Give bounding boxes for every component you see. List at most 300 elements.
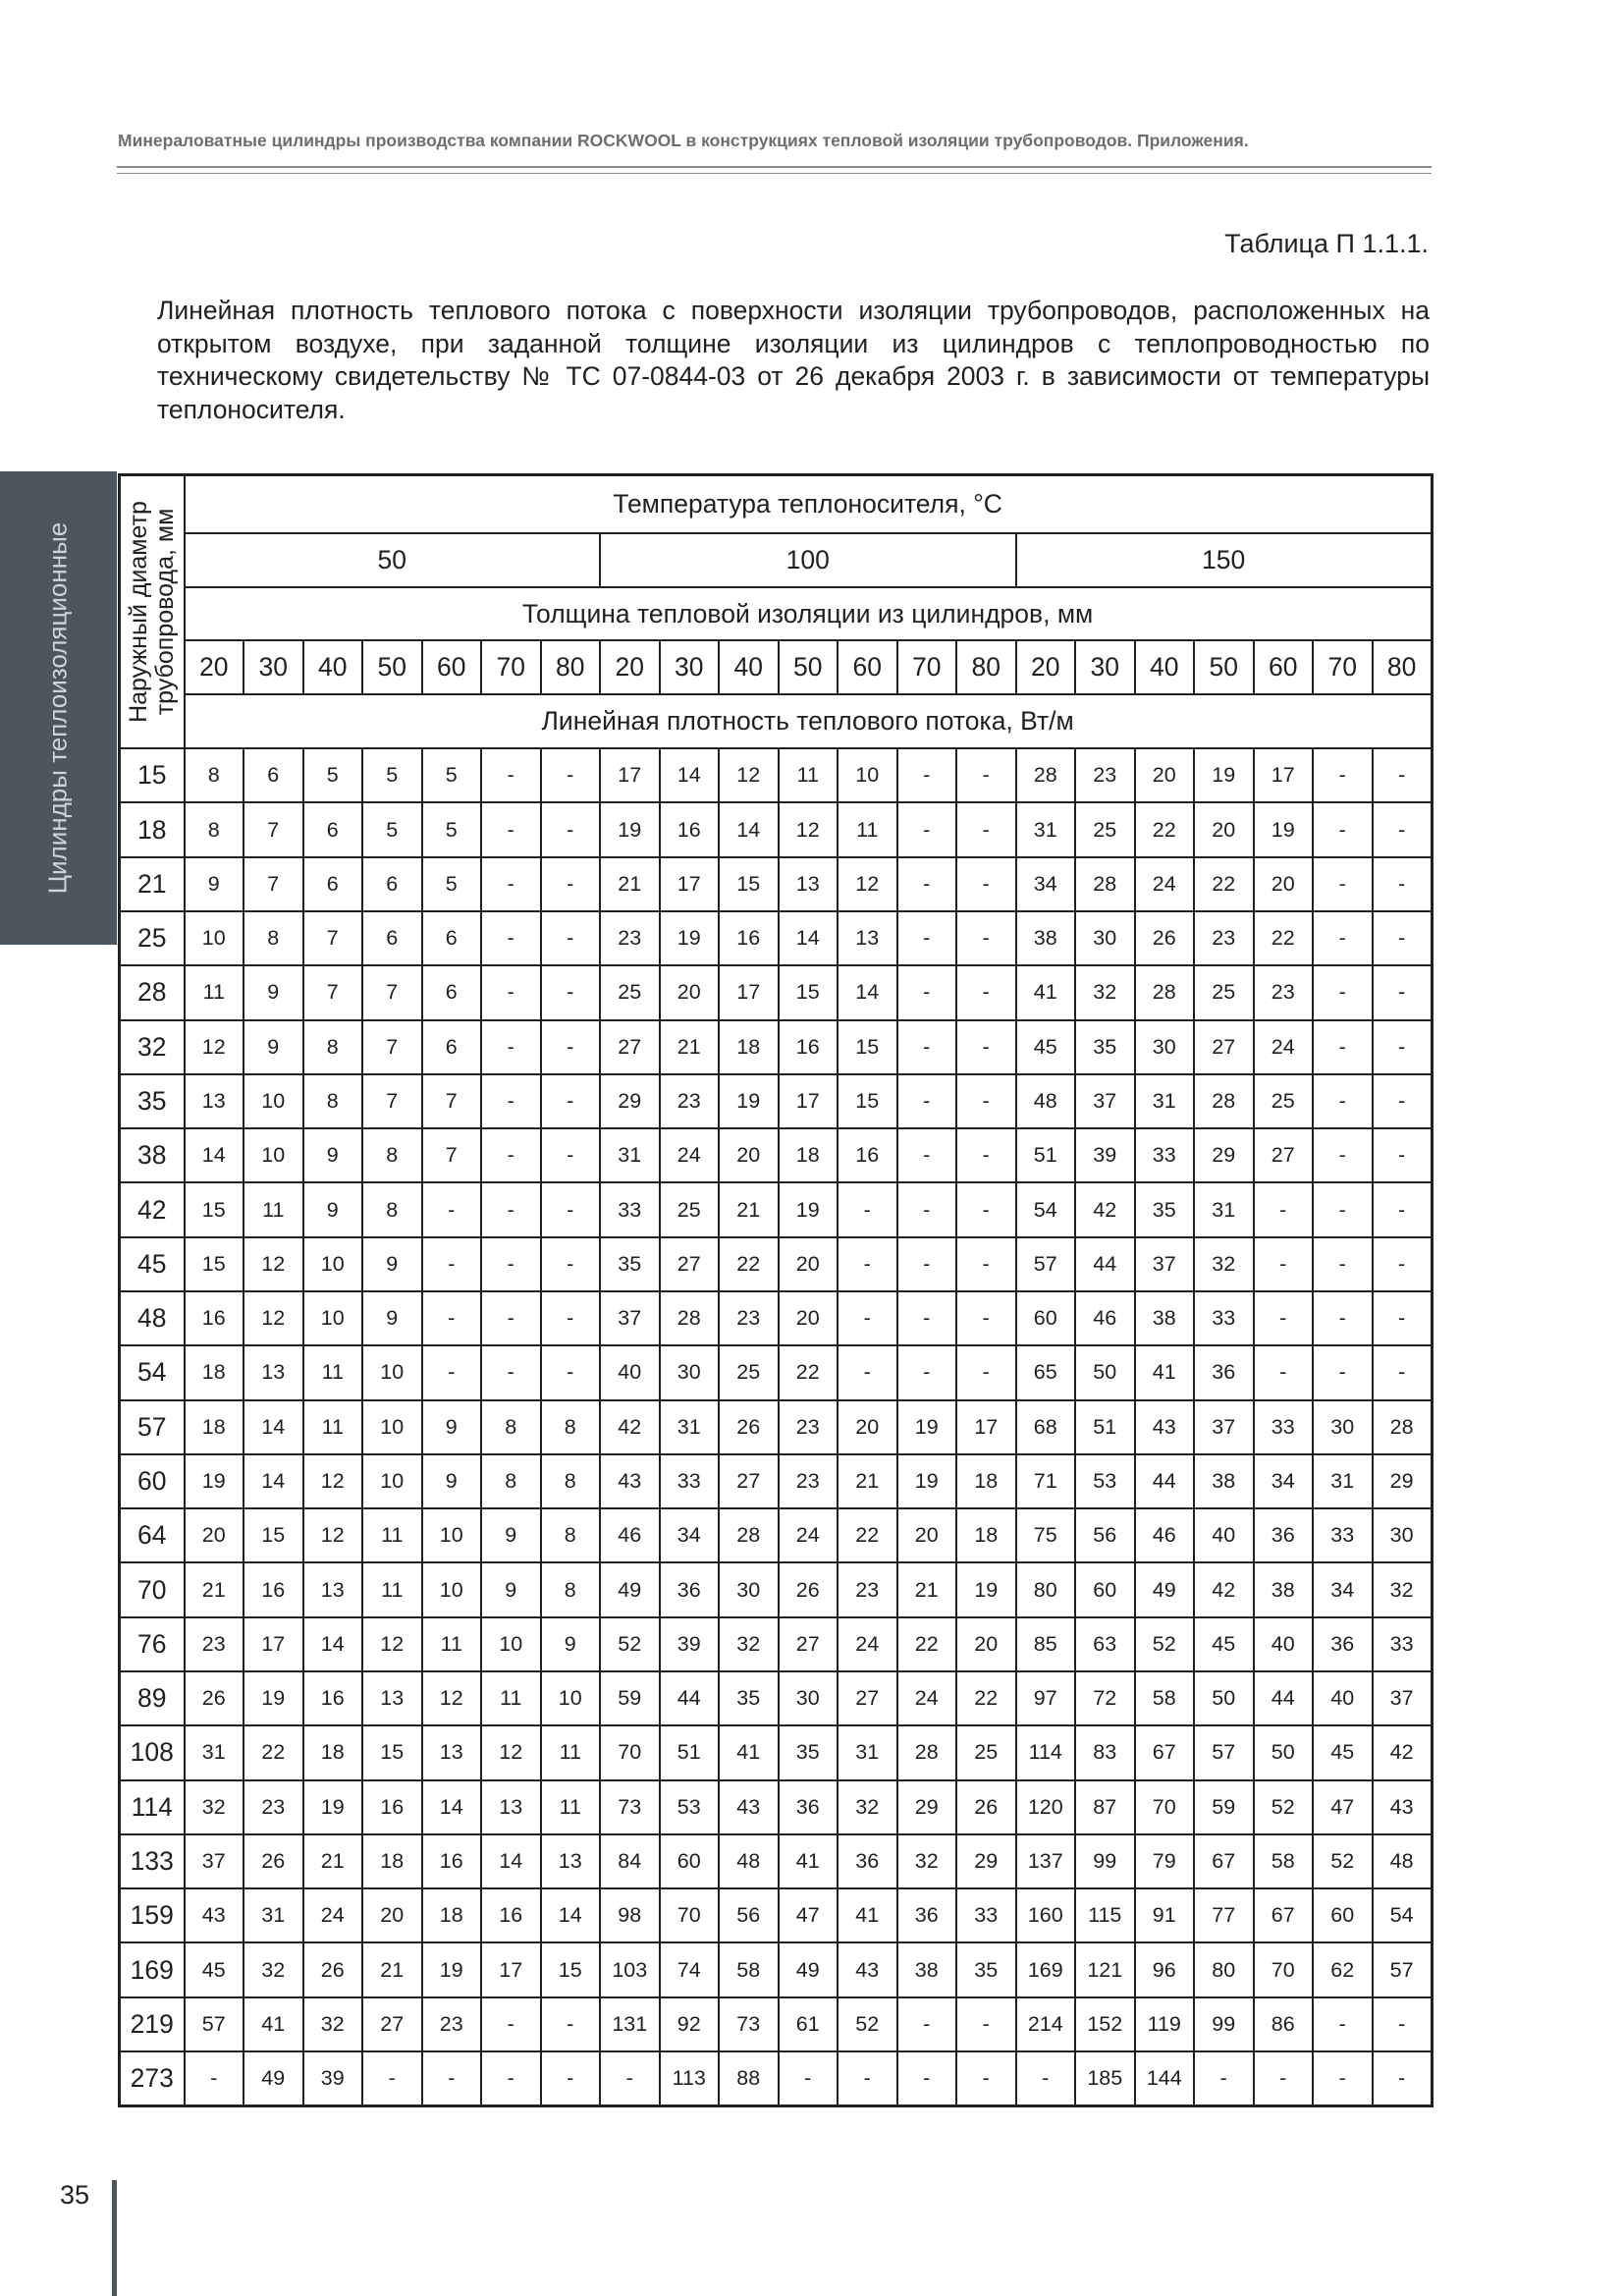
value-cell: - bbox=[541, 911, 601, 965]
value-cell: 33 bbox=[1194, 1291, 1254, 1345]
value-cell: 46 bbox=[600, 1508, 660, 1562]
value-cell: 16 bbox=[779, 1020, 839, 1074]
value-cell: 160 bbox=[1016, 1888, 1076, 1942]
diameter-cell: 114 bbox=[120, 1780, 185, 1834]
value-cell: 31 bbox=[1313, 1454, 1373, 1508]
value-cell: - bbox=[1373, 1020, 1433, 1074]
value-cell: 17 bbox=[481, 1942, 541, 1996]
value-cell: 98 bbox=[600, 1888, 660, 1942]
value-cell: 11 bbox=[243, 1182, 303, 1236]
diameter-header-line-2: трубопровода, мм bbox=[150, 508, 179, 716]
value-cell: 37 bbox=[1135, 1237, 1195, 1291]
value-cell: 59 bbox=[600, 1671, 660, 1725]
value-cell: 83 bbox=[1075, 1725, 1135, 1779]
table-row bbox=[120, 1074, 1433, 1128]
value-cell: 70 bbox=[1135, 1780, 1195, 1834]
value-cell: 9 bbox=[362, 1237, 422, 1291]
value-cell: 14 bbox=[660, 748, 720, 802]
value-cell: 19 bbox=[956, 1562, 1016, 1616]
value-cell: 152 bbox=[1075, 1997, 1135, 2051]
value-cell: 20 bbox=[956, 1617, 1016, 1671]
value-cell: - bbox=[1373, 748, 1433, 802]
value-cell: 16 bbox=[719, 911, 779, 965]
value-cell: - bbox=[897, 748, 957, 802]
value-cell: 36 bbox=[660, 1562, 720, 1616]
value-cell: 119 bbox=[1135, 1997, 1195, 2051]
value-cell: 23 bbox=[185, 1617, 244, 1671]
value-cell: 19 bbox=[779, 1182, 839, 1236]
value-cell: 34 bbox=[1016, 857, 1076, 911]
value-cell: 56 bbox=[1075, 1508, 1135, 1562]
value-cell: 18 bbox=[422, 1888, 482, 1942]
value-cell: 70 bbox=[660, 1888, 720, 1942]
value-cell: 14 bbox=[779, 911, 839, 965]
value-cell: 31 bbox=[185, 1725, 244, 1779]
value-cell: 65 bbox=[1016, 1345, 1076, 1399]
value-cell: 45 bbox=[185, 1942, 244, 1996]
value-cell: 51 bbox=[1016, 1128, 1076, 1182]
value-cell: 32 bbox=[303, 1997, 363, 2051]
value-cell: 8 bbox=[481, 1454, 541, 1508]
value-cell: 6 bbox=[422, 965, 482, 1019]
thickness-header-cell: 40 bbox=[719, 640, 779, 694]
value-cell: 20 bbox=[185, 1508, 244, 1562]
value-cell: 60 bbox=[1016, 1291, 1076, 1345]
value-cell: 6 bbox=[362, 857, 422, 911]
value-cell: 19 bbox=[719, 1074, 779, 1128]
value-cell: 5 bbox=[422, 748, 482, 802]
value-cell: - bbox=[897, 911, 957, 965]
value-cell: 22 bbox=[1135, 802, 1195, 856]
value-cell: 20 bbox=[897, 1508, 957, 1562]
value-cell: 22 bbox=[956, 1671, 1016, 1725]
value-cell: 34 bbox=[1254, 1454, 1314, 1508]
value-cell: 49 bbox=[600, 1562, 660, 1616]
value-cell: 25 bbox=[719, 1345, 779, 1399]
value-cell: 14 bbox=[719, 802, 779, 856]
thickness-header-cell: 40 bbox=[303, 640, 363, 694]
value-cell: - bbox=[956, 1128, 1016, 1182]
value-cell: 16 bbox=[838, 1128, 897, 1182]
value-cell: 9 bbox=[303, 1128, 363, 1182]
value-cell: - bbox=[481, 1074, 541, 1128]
value-cell: - bbox=[422, 1291, 482, 1345]
value-cell: 9 bbox=[185, 857, 244, 911]
value-cell: 17 bbox=[956, 1400, 1016, 1454]
value-cell: 15 bbox=[779, 965, 839, 1019]
value-cell: 21 bbox=[185, 1562, 244, 1616]
value-cell: 22 bbox=[719, 1237, 779, 1291]
value-cell: 67 bbox=[1194, 1834, 1254, 1888]
value-cell: - bbox=[956, 748, 1016, 802]
value-cell: 73 bbox=[600, 1780, 660, 1834]
value-cell: 16 bbox=[660, 802, 720, 856]
value-cell: - bbox=[541, 1237, 601, 1291]
value-cell: - bbox=[541, 1128, 601, 1182]
value-cell: 54 bbox=[1373, 1888, 1433, 1942]
value-cell: 35 bbox=[719, 1671, 779, 1725]
value-cell: - bbox=[481, 802, 541, 856]
value-cell: 67 bbox=[1135, 1725, 1195, 1779]
value-cell: - bbox=[481, 1997, 541, 2051]
value-cell: - bbox=[541, 857, 601, 911]
diameter-cell: 25 bbox=[120, 911, 185, 965]
value-cell: 33 bbox=[1135, 1128, 1195, 1182]
value-cell: 8 bbox=[541, 1562, 601, 1616]
value-cell: 10 bbox=[362, 1345, 422, 1399]
value-cell: 14 bbox=[243, 1454, 303, 1508]
table-row bbox=[120, 1834, 1433, 1888]
value-cell: 43 bbox=[1135, 1400, 1195, 1454]
value-cell: - bbox=[956, 1074, 1016, 1128]
value-cell: 46 bbox=[1135, 1508, 1195, 1562]
value-cell: 10 bbox=[481, 1617, 541, 1671]
value-cell: - bbox=[541, 1020, 601, 1074]
diameter-cell: 21 bbox=[120, 857, 185, 911]
value-cell: - bbox=[481, 748, 541, 802]
value-cell: 9 bbox=[362, 1291, 422, 1345]
value-cell: 13 bbox=[362, 1671, 422, 1725]
value-cell: 27 bbox=[660, 1237, 720, 1291]
value-cell: 23 bbox=[719, 1291, 779, 1345]
thickness-header-cell: 40 bbox=[1135, 640, 1195, 694]
thickness-header-cell: 80 bbox=[956, 640, 1016, 694]
value-cell: 44 bbox=[1075, 1237, 1135, 1291]
value-cell: 24 bbox=[838, 1617, 897, 1671]
value-cell: - bbox=[1313, 802, 1373, 856]
value-cell: 20 bbox=[719, 1128, 779, 1182]
value-cell: 113 bbox=[660, 2051, 720, 2106]
value-cell: 35 bbox=[600, 1237, 660, 1291]
value-cell: 23 bbox=[422, 1997, 482, 2051]
table-row bbox=[120, 1997, 1433, 2051]
value-cell: 44 bbox=[1135, 1454, 1195, 1508]
value-cell: 26 bbox=[303, 1942, 363, 1996]
value-cell: - bbox=[1373, 965, 1433, 1019]
value-cell: 99 bbox=[1194, 1997, 1254, 2051]
value-cell: 11 bbox=[838, 802, 897, 856]
diameter-cell: 108 bbox=[120, 1725, 185, 1779]
value-cell: 8 bbox=[303, 1074, 363, 1128]
value-cell: 6 bbox=[422, 1020, 482, 1074]
value-cell: 28 bbox=[1016, 748, 1076, 802]
value-cell: - bbox=[1313, 2051, 1373, 2106]
value-cell: - bbox=[1254, 1291, 1314, 1345]
value-cell: 10 bbox=[422, 1562, 482, 1616]
value-cell: 11 bbox=[541, 1725, 601, 1779]
value-cell: 52 bbox=[1313, 1834, 1373, 1888]
value-cell: 41 bbox=[838, 1888, 897, 1942]
value-cell: 49 bbox=[1135, 1562, 1195, 1616]
thickness-header-row bbox=[120, 587, 1433, 641]
value-cell: 13 bbox=[541, 1834, 601, 1888]
value-cell: 25 bbox=[956, 1725, 1016, 1779]
value-cell: 15 bbox=[838, 1020, 897, 1074]
table-row bbox=[120, 802, 1433, 856]
value-cell: - bbox=[956, 1997, 1016, 2051]
value-cell: - bbox=[897, 1128, 957, 1182]
value-cell: 13 bbox=[779, 857, 839, 911]
value-cell: 11 bbox=[422, 1617, 482, 1671]
value-cell: 20 bbox=[362, 1888, 422, 1942]
value-cell: 62 bbox=[1313, 1942, 1373, 1996]
value-cell: 7 bbox=[303, 911, 363, 965]
value-cell: - bbox=[956, 802, 1016, 856]
value-cell: - bbox=[956, 1237, 1016, 1291]
value-cell: - bbox=[541, 1074, 601, 1128]
value-cell: 40 bbox=[600, 1345, 660, 1399]
value-cell: 24 bbox=[303, 1888, 363, 1942]
table-row bbox=[120, 1888, 1433, 1942]
value-cell: 14 bbox=[243, 1400, 303, 1454]
value-cell: - bbox=[422, 1182, 482, 1236]
value-cell: - bbox=[481, 1128, 541, 1182]
value-cell: 14 bbox=[481, 1834, 541, 1888]
value-cell: - bbox=[897, 802, 957, 856]
value-cell: 96 bbox=[1135, 1942, 1195, 1996]
value-cell: 26 bbox=[779, 1562, 839, 1616]
value-cell: 131 bbox=[600, 1997, 660, 2051]
value-cell: 19 bbox=[303, 1780, 363, 1834]
value-cell: 16 bbox=[362, 1780, 422, 1834]
value-cell: 214 bbox=[1016, 1997, 1076, 2051]
diameter-cell: 133 bbox=[120, 1834, 185, 1888]
value-cell: 35 bbox=[1135, 1182, 1195, 1236]
side-section-label: Цилиндры теплоизоляционные bbox=[42, 521, 73, 895]
diameter-cell: 64 bbox=[120, 1508, 185, 1562]
value-cell: 58 bbox=[1135, 1671, 1195, 1725]
value-cell: - bbox=[956, 1291, 1016, 1345]
thickness-header-cell: 70 bbox=[481, 640, 541, 694]
value-cell: 31 bbox=[1194, 1182, 1254, 1236]
value-cell: 22 bbox=[897, 1617, 957, 1671]
value-cell: - bbox=[956, 2051, 1016, 2106]
value-cell: 32 bbox=[185, 1780, 244, 1834]
value-cell: 43 bbox=[600, 1454, 660, 1508]
diameter-cell: 35 bbox=[120, 1074, 185, 1128]
value-cell: 53 bbox=[1075, 1454, 1135, 1508]
value-cell: 19 bbox=[422, 1942, 482, 1996]
value-cell: 39 bbox=[660, 1617, 720, 1671]
thickness-header-cell: 20 bbox=[600, 640, 660, 694]
value-cell: - bbox=[481, 1020, 541, 1074]
value-cell: 27 bbox=[838, 1671, 897, 1725]
value-cell: 74 bbox=[660, 1942, 720, 1996]
value-cell: 70 bbox=[600, 1725, 660, 1779]
value-cell: 11 bbox=[362, 1562, 422, 1616]
value-cell: - bbox=[1373, 1291, 1433, 1345]
value-cell: 7 bbox=[362, 1074, 422, 1128]
value-cell: - bbox=[1313, 748, 1373, 802]
value-cell: - bbox=[779, 2051, 839, 2106]
value-cell: 77 bbox=[1194, 1888, 1254, 1942]
value-cell: 33 bbox=[600, 1182, 660, 1236]
value-cell: 38 bbox=[1016, 911, 1076, 965]
value-cell: 8 bbox=[541, 1508, 601, 1562]
value-cell: 15 bbox=[838, 1074, 897, 1128]
value-cell: 13 bbox=[481, 1780, 541, 1834]
value-cell: 10 bbox=[362, 1400, 422, 1454]
diameter-cell: 38 bbox=[120, 1128, 185, 1182]
value-cell: 70 bbox=[1254, 1942, 1314, 1996]
value-cell: 115 bbox=[1075, 1888, 1135, 1942]
value-cell: 19 bbox=[243, 1671, 303, 1725]
value-cell: 6 bbox=[303, 857, 363, 911]
value-cell: 13 bbox=[243, 1345, 303, 1399]
value-cell: 79 bbox=[1135, 1834, 1195, 1888]
value-cell: - bbox=[422, 1237, 482, 1291]
thickness-header-cell: 80 bbox=[1373, 640, 1433, 694]
value-cell: 20 bbox=[1194, 802, 1254, 856]
value-cell: 38 bbox=[1254, 1562, 1314, 1616]
value-cell: - bbox=[422, 1345, 482, 1399]
value-cell: - bbox=[956, 911, 1016, 965]
value-cell: - bbox=[838, 1345, 897, 1399]
value-cell: 38 bbox=[1135, 1291, 1195, 1345]
value-cell: 50 bbox=[1194, 1671, 1254, 1725]
value-cell: 11 bbox=[303, 1400, 363, 1454]
value-cell: - bbox=[481, 965, 541, 1019]
value-cell: - bbox=[897, 857, 957, 911]
value-cell: 22 bbox=[1194, 857, 1254, 911]
value-cell: 144 bbox=[1135, 2051, 1195, 2106]
value-cell: 8 bbox=[362, 1128, 422, 1182]
value-cell: 12 bbox=[422, 1671, 482, 1725]
value-cell: 23 bbox=[1254, 965, 1314, 1019]
value-cell: 12 bbox=[362, 1617, 422, 1671]
value-cell: 32 bbox=[1194, 1237, 1254, 1291]
table-caption: Линейная плотность теплового потока с поверхности изоляции трубопроводов, расположенных на открытом воздухе, при заданной толщине изоляции из цилиндров с теплопроводностью по техническому свидетельству № ТС 07-0844-03 от 26 декабря 2003 г. в зависимости от температуры теплоносителя. bbox=[157, 296, 1430, 424]
value-cell: 17 bbox=[719, 965, 779, 1019]
value-cell: 48 bbox=[1373, 1834, 1433, 1888]
value-cell: 21 bbox=[838, 1454, 897, 1508]
value-cell: 114 bbox=[1016, 1725, 1076, 1779]
value-cell: 54 bbox=[1016, 1182, 1076, 1236]
diameter-header-line-1: Наружный диаметр bbox=[124, 501, 152, 723]
diameter-cell: 32 bbox=[120, 1020, 185, 1074]
value-cell: 12 bbox=[243, 1237, 303, 1291]
value-cell: 32 bbox=[838, 1780, 897, 1834]
table-row bbox=[120, 1345, 1433, 1399]
value-cell: - bbox=[481, 1345, 541, 1399]
value-cell: 185 bbox=[1075, 2051, 1135, 2106]
diameter-cell: 89 bbox=[120, 1671, 185, 1725]
value-cell: 37 bbox=[1075, 1074, 1135, 1128]
value-cell: - bbox=[1313, 857, 1373, 911]
value-cell: 31 bbox=[600, 1128, 660, 1182]
table-number: Таблица П 1.1.1. bbox=[1224, 229, 1429, 258]
value-cell: 36 bbox=[897, 1888, 957, 1942]
table-row bbox=[120, 1400, 1433, 1454]
table-row bbox=[120, 1237, 1433, 1291]
value-cell: 63 bbox=[1075, 1617, 1135, 1671]
value-cell: 121 bbox=[1075, 1942, 1135, 1996]
value-cell: 12 bbox=[481, 1725, 541, 1779]
value-cell: 49 bbox=[243, 2051, 303, 2106]
value-cell: 11 bbox=[481, 1671, 541, 1725]
diameter-cell: 60 bbox=[120, 1454, 185, 1508]
value-cell: 37 bbox=[600, 1291, 660, 1345]
temp-50-header: 50 bbox=[185, 533, 601, 587]
value-cell: 25 bbox=[1194, 965, 1254, 1019]
value-cell: 45 bbox=[1016, 1020, 1076, 1074]
value-cell: 23 bbox=[838, 1562, 897, 1616]
value-cell: 36 bbox=[1254, 1508, 1314, 1562]
value-cell: 36 bbox=[779, 1780, 839, 1834]
value-cell: 27 bbox=[779, 1617, 839, 1671]
value-cell: - bbox=[1254, 2051, 1314, 2106]
diameter-cell: 45 bbox=[120, 1237, 185, 1291]
value-cell: - bbox=[897, 1020, 957, 1074]
value-cell: 23 bbox=[243, 1780, 303, 1834]
value-cell: 15 bbox=[185, 1237, 244, 1291]
value-cell: 31 bbox=[243, 1888, 303, 1942]
value-cell: 19 bbox=[1194, 748, 1254, 802]
value-cell: 42 bbox=[1194, 1562, 1254, 1616]
header-rule-thin bbox=[117, 173, 1432, 174]
value-cell: - bbox=[1254, 1345, 1314, 1399]
value-cell: - bbox=[481, 911, 541, 965]
value-cell: 37 bbox=[185, 1834, 244, 1888]
value-cell: 25 bbox=[660, 1182, 720, 1236]
value-cell: - bbox=[838, 1291, 897, 1345]
value-cell: 15 bbox=[541, 1942, 601, 1996]
value-cell: 28 bbox=[719, 1508, 779, 1562]
diameter-cell: 28 bbox=[120, 965, 185, 1019]
diameter-cell: 76 bbox=[120, 1617, 185, 1671]
value-cell: 11 bbox=[303, 1345, 363, 1399]
value-cell: 33 bbox=[956, 1888, 1016, 1942]
value-cell: 19 bbox=[600, 802, 660, 856]
thickness-header-cell: 30 bbox=[1075, 640, 1135, 694]
diameter-cell: 159 bbox=[120, 1888, 185, 1942]
value-cell: - bbox=[1373, 1345, 1433, 1399]
value-cell: 19 bbox=[185, 1454, 244, 1508]
table-header-row bbox=[120, 475, 1433, 533]
value-cell: 29 bbox=[956, 1834, 1016, 1888]
value-cell: - bbox=[897, 1182, 957, 1236]
value-cell: 88 bbox=[719, 2051, 779, 2106]
value-cell: 57 bbox=[1194, 1725, 1254, 1779]
value-cell: 8 bbox=[541, 1454, 601, 1508]
value-cell: 18 bbox=[303, 1725, 363, 1779]
value-cell: 32 bbox=[719, 1617, 779, 1671]
value-cell: 27 bbox=[1254, 1128, 1314, 1182]
table-row bbox=[120, 911, 1433, 965]
table-row bbox=[120, 1671, 1433, 1725]
value-cell: 35 bbox=[779, 1725, 839, 1779]
value-cell: - bbox=[481, 1237, 541, 1291]
value-cell: 31 bbox=[1135, 1074, 1195, 1128]
value-cell: 20 bbox=[1254, 857, 1314, 911]
value-cell: 72 bbox=[1075, 1671, 1135, 1725]
value-cell: 34 bbox=[660, 1508, 720, 1562]
table-row bbox=[120, 2051, 1433, 2106]
value-cell: 32 bbox=[897, 1834, 957, 1888]
value-cell: 17 bbox=[600, 748, 660, 802]
value-cell: 10 bbox=[243, 1074, 303, 1128]
value-cell: 5 bbox=[422, 802, 482, 856]
diameter-cell: 169 bbox=[120, 1942, 185, 1996]
value-cell: 91 bbox=[1135, 1888, 1195, 1942]
value-cell: 19 bbox=[897, 1454, 957, 1508]
value-cell: 47 bbox=[1313, 1780, 1373, 1834]
value-cell: 7 bbox=[422, 1074, 482, 1128]
value-cell: 20 bbox=[660, 965, 720, 1019]
value-cell: 14 bbox=[838, 965, 897, 1019]
side-section-tab bbox=[0, 471, 117, 945]
diameter-cell: 48 bbox=[120, 1291, 185, 1345]
